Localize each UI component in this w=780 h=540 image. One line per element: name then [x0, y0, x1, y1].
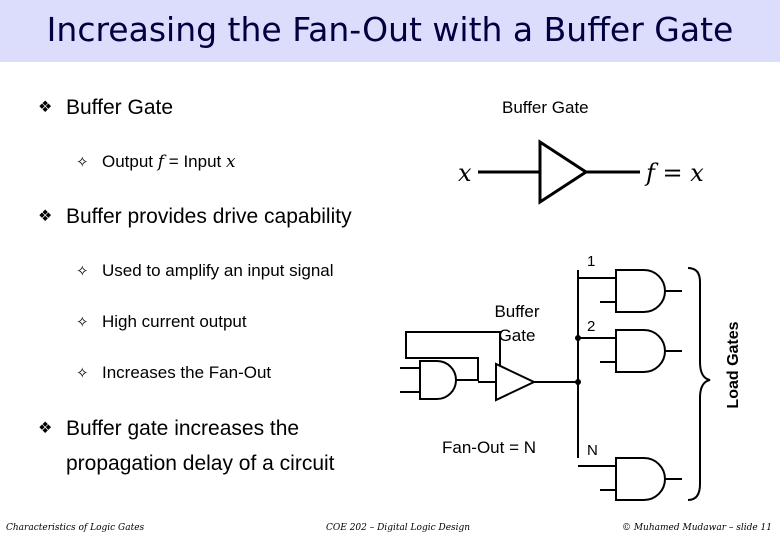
load-number-n: N [587, 442, 598, 459]
subbullet-text: Output [102, 152, 154, 171]
bullet-text: Buffer Gate [66, 96, 174, 119]
load-number-1: 1 [587, 253, 596, 270]
load-gates-label: Load Gates [725, 321, 742, 409]
buffer-gate-label-line1: Buffer [494, 302, 540, 321]
diamond-bullet-icon: ❖ [38, 99, 53, 116]
buffer-gate-label-line2: Gate [498, 326, 536, 345]
subbullet-eq: = Input [164, 152, 226, 171]
fanout-label: Fan-Out = N [442, 438, 537, 457]
bullet-propagation-delay-line2: propagation delay of a circuit [66, 452, 335, 475]
slide-title: Increasing the Fan-Out with a Buffer Gate [46, 10, 734, 49]
star-bullet-icon: ✧ [76, 154, 89, 171]
buffer-input-label: x [458, 159, 472, 187]
footer-left: Characteristics of Logic Gates [6, 523, 145, 533]
bullet-text: Buffer provides drive capability [66, 205, 352, 228]
load-gate-2 [616, 330, 665, 372]
math-x: x [226, 152, 236, 172]
footer-right: © Muhamed Mudawar – slide 11 [621, 523, 772, 533]
buffer-symbol [478, 142, 640, 202]
load-gate-n [616, 458, 665, 500]
junction-dot [575, 379, 581, 385]
load-gates-brace [688, 268, 710, 500]
subbullet-text: Used to amplify an input signal [102, 261, 334, 280]
driver-and-gate [420, 361, 456, 399]
subbullet-text: Increases the Fan-Out [102, 363, 272, 382]
buffer-output-label: f = x [646, 159, 704, 187]
buffer-symbol-triangle [540, 142, 586, 202]
fanout-circuit [400, 268, 710, 500]
footer-center: COE 202 – Digital Logic Design [326, 523, 471, 533]
buffer-symbol-title: Buffer Gate [502, 98, 589, 117]
star-bullet-icon: ✧ [76, 365, 89, 382]
load-number-2: 2 [587, 318, 596, 335]
diamond-bullet-icon: ❖ [38, 208, 53, 225]
junction-dot [575, 335, 581, 341]
star-bullet-icon: ✧ [76, 263, 89, 280]
bullet-text: Buffer gate increases the [66, 417, 300, 440]
load-gate-1 [616, 270, 665, 312]
math-f: f [157, 152, 165, 172]
star-bullet-icon: ✧ [76, 314, 89, 331]
subbullet-text: High current output [102, 312, 247, 331]
diamond-bullet-icon: ❖ [38, 420, 53, 437]
fanout-buffer-triangle [496, 364, 534, 400]
